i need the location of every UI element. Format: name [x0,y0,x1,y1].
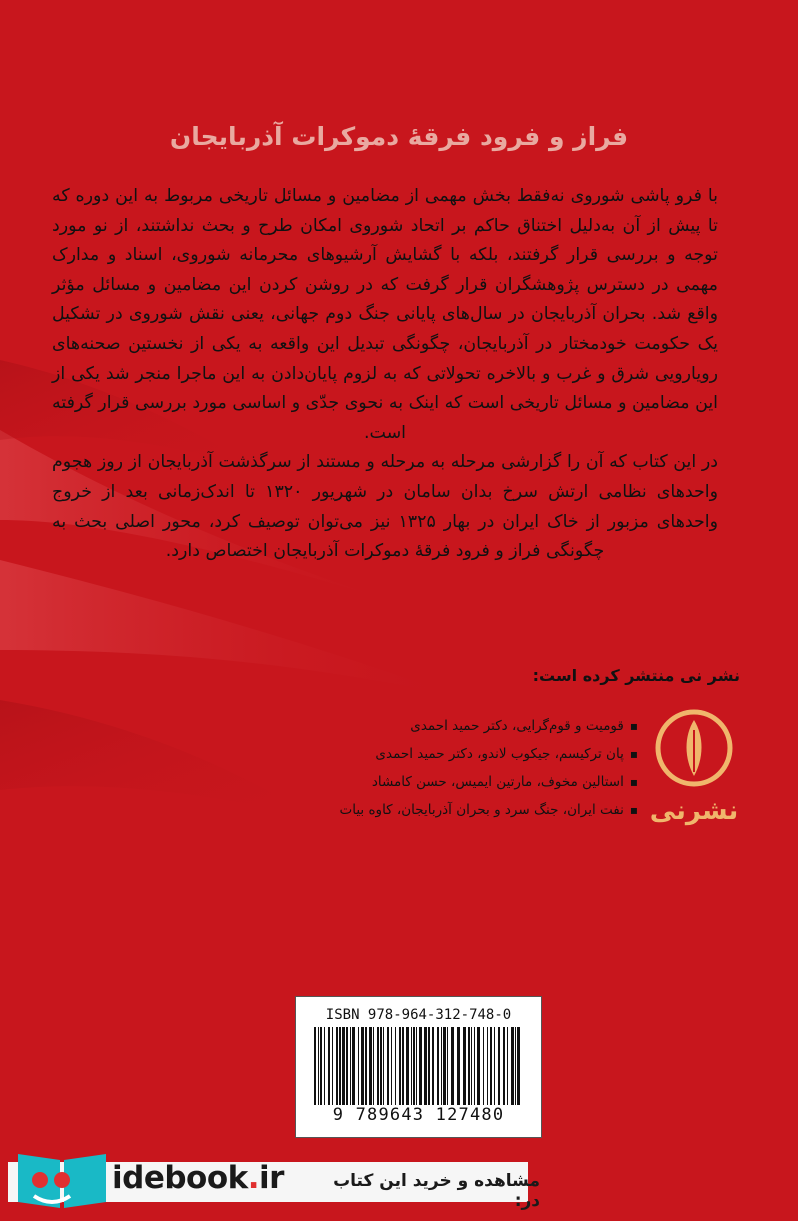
watermark-site-prefix: ideboo [112,1160,228,1196]
barcode-bar [411,1027,412,1105]
blurb-text [52,182,718,567]
barcode-bar [437,1027,439,1105]
barcode-bar [477,1027,480,1105]
barcode-bars [314,1027,523,1105]
barcode-bar [383,1027,384,1105]
barcode-bar [487,1027,488,1105]
barcode-bar [441,1027,442,1105]
barcode-bar [314,1027,316,1105]
barcode-bar [342,1027,345,1105]
barcode-bar [318,1027,319,1105]
barcode-bar [428,1027,430,1105]
barcode-bar [511,1027,514,1105]
barcode-number: 9 789643 127480 [332,1105,505,1125]
barcode-bar [503,1027,505,1105]
barcode-bar [380,1027,382,1105]
barcode-bar [471,1027,472,1105]
book-title: فراز و فرود فرقهٔ دموکرات آذربایجان [169,122,629,151]
list-item: ▪ استالین مخوف، مارتین ایمیس، حسن کامشاد [238,768,638,796]
barcode-bar [373,1027,374,1105]
published-books-list [238,712,638,824]
open-book-icon [12,1146,112,1216]
watermark-site-dot: . [247,1160,260,1196]
barcode-bar [474,1027,475,1105]
barcode-bar [336,1027,338,1105]
barcode-bar [424,1027,427,1105]
barcode-bar [515,1027,516,1105]
blurb-paragraph: در این کتاب که آن را گزارشی مرحله به مرحله و مستند از سرگذشت آذربایجان از روز هجوم واحدهای نظامی ارتش سرخ بدان سامان در شهریور ۱۳۲۰ تا اندک‌زمانی بعد از خروج واحدهای مزبور از خاک ایران در بهار ۱۳۲۵ نیز می‌توان توصیف کرد، محور اصلی بحث به چگونگی فراز و فرود فرقهٔ دموکرات آذربایجان اختصاص دارد. [52,452,718,562]
isbn-label: ISBN 978-964-312-748-0 [325,1007,512,1023]
watermark-site-suffix: ir [259,1160,284,1196]
site-watermark [0,1146,540,1221]
barcode-bar [402,1027,404,1105]
list-item: ▪ نفت ایران، جنگ سرد و بحران آذربایجان، کاوه بیات [238,796,638,824]
barcode-bar [451,1027,454,1105]
barcode-bar [395,1027,396,1105]
barcode-bar [328,1027,330,1105]
barcode-bar [517,1027,520,1105]
barcode-bar [399,1027,401,1105]
barcode-bar [468,1027,470,1105]
quill-circle-icon [646,706,742,796]
barcode-bar [332,1027,333,1105]
barcode-bar [416,1027,417,1105]
barcode-bar [457,1027,460,1105]
barcode-bar [361,1027,364,1105]
barcode-bar [447,1027,448,1105]
barcode-bar [494,1027,495,1105]
barcode-bar [369,1027,372,1105]
barcode-bar [377,1027,379,1105]
barcode-bar [498,1027,500,1105]
publisher-logo [646,706,742,826]
watermark-site-k: k [227,1160,248,1196]
barcode-bar [483,1027,484,1105]
watermark-cta: مشاهده و خرید این کتاب در: [333,1171,540,1211]
blurb-paragraph: با فرو پاشی شوروی نه‌فقط بخش مهمی از مضامین و مسائل تاریخی مربوط به این دوره که تا پیش از آن به‌دلیل اختناق حاکم بر اتحاد شوروی امکان طرح و بحث نداشتند، از نو مورد توجه و بررسی قرار گرفتند، بلکه با گشایش آرشیوهای محرمانه شوروی، اسناد و مدارک مهمی در دسترس پژوهشگران قرار گرفت که در روشن کردن این مضامین و مسائل مؤثر واقع شد. بحران آذربایجان در سال‌های پایانی جنگ دوم جهانی، یعنی نقش شوروی در تشکیل یک حکومت خودمختار در آذربایجان، چگونگی تبدیل این واقعه به یکی از نخستین صحنه‌های رویارویی شرق و غرب و بالاخره تحولاتی که به لزوم پایان‌دادن به این ماجرا منجر شد یکی از این مضامین و مسائل تاریخی است که اینک به نحوی جدّی و اساسی مورد بررسی قرار گرفته است. [52,186,718,443]
barcode-bar [507,1027,508,1105]
barcode-bar [432,1027,434,1105]
barcode-bar [419,1027,422,1105]
barcode-bar [443,1027,446,1105]
list-item: ▪ پان ترکیسم، جیکوب لاندو، دکتر حمید احمدی [238,740,638,768]
publisher-logo-text: نشرنی [649,796,739,826]
published-heading: نشر نی منتشر کرده است: [532,666,740,685]
barcode-bar [339,1027,341,1105]
barcode [295,996,542,1138]
list-item: ▪ قومیت و قوم‌گرایی، دکتر حمید احمدی [238,712,638,740]
barcode-bar [346,1027,348,1105]
barcode-bar [490,1027,492,1105]
barcode-bar [387,1027,389,1105]
watermark-site-name[interactable] [112,1160,284,1196]
barcode-bar [320,1027,322,1105]
barcode-bar [391,1027,392,1105]
barcode-bar [463,1027,466,1105]
barcode-bar [352,1027,355,1105]
barcode-bar [350,1027,351,1105]
barcode-bar [406,1027,409,1105]
barcode-bar [324,1027,325,1105]
barcode-bar [358,1027,359,1105]
barcode-bar [365,1027,367,1105]
barcode-bar [413,1027,415,1105]
